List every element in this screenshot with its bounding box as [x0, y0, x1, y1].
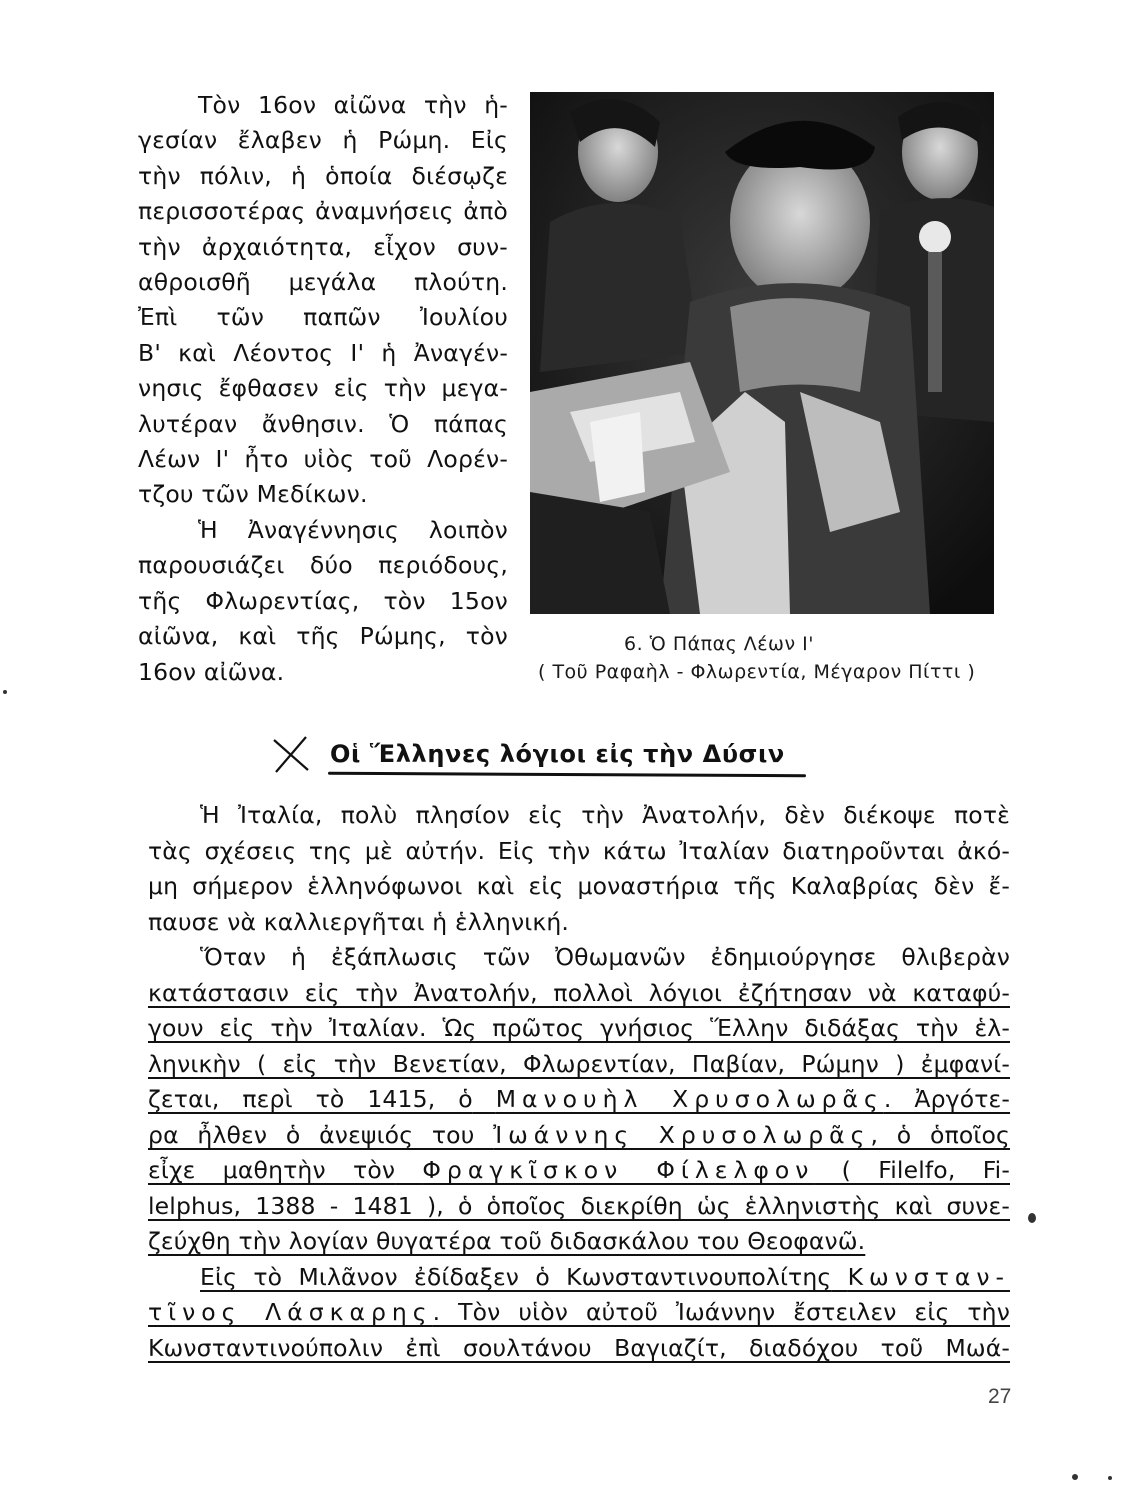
text-line: παρουσιάζει δύο περιόδους, — [138, 551, 508, 580]
text-line: μη σήμερον ἑλληνόφωνοι καὶ εἰς μοναστήρια τῆς Καλαβρίας δὲν ἔ- — [148, 872, 1010, 900]
text-line: Ἡ Ἀναγέννησις λοιπὸν — [198, 515, 508, 544]
text-fragment: . Ἀργότε- — [883, 1085, 1011, 1113]
name-ioannis-chrysoloras: Ἰωάννης Χρυσολωρᾶς — [493, 1120, 871, 1149]
text-fragment: ( Filelfo, Fi- — [814, 1156, 1010, 1184]
text-fragment: . Τὸν υἱὸν αὐτοῦ Ἰωάννην ἔστειλεν εἰς τὴν — [432, 1298, 1010, 1326]
text-line: κατάστασιν εἰς τὴν Ἀνατολήν, πολλοὶ λόγιοι ἐζήτησαν νὰ καταφύ- — [148, 978, 1010, 1007]
body-text — [148, 798, 1010, 1366]
text-fragment: Εἰς τὸ Μιλᾶνον ἐδίδαξεν ὁ Κωνσταντινουπολίτης — [200, 1262, 832, 1291]
text-line: νησις ἔφθασεν εἰς τὴν μεγα- — [138, 374, 508, 403]
text-line — [148, 1295, 1010, 1331]
text-fragment: εἶχε μαθητὴν τὸν — [148, 1156, 396, 1184]
text-line: γεσίαν ἔλαβεν ἡ Ρώμη. Εἰς — [138, 126, 508, 155]
text-line: Ἡ Ἰταλία, πολὺ πλησίον εἰς τὴν Ἀνατολήν, δὲν διέκοψε ποτὲ — [200, 801, 1010, 829]
scan-speck — [1072, 1474, 1078, 1480]
name-francesco-filelfo: Φραγκῖσκον Φίλελφον — [422, 1156, 815, 1184]
scan-speck — [1028, 1213, 1036, 1223]
text-line: λυτέραν ἄνθησιν. Ὁ πάπας — [138, 409, 508, 438]
text-line: lelphus, 1388 - 1481 ), ὁ ὁποῖος διεκρίθη ὡς ἑλληνιστὴς καὶ συνε- — [148, 1191, 1010, 1220]
text-line: αἰῶνα, καὶ τῆς Ρώμης, τὸν — [138, 622, 508, 651]
left-column-text — [138, 88, 508, 690]
text-line: περισσοτέρας ἀναμνήσεις ἀπὸ — [138, 197, 508, 226]
figure-caption-title: 6. Ὁ Πάπας Λέων Ι' — [624, 633, 814, 655]
scan-speck — [3, 690, 7, 694]
text-fragment: ζεται, περὶ τὸ 1415, ὁ — [148, 1085, 473, 1113]
text-line: Λέων Ι' ἦτο υἱὸς τοῦ Λορέν- — [138, 445, 508, 474]
text-line: ληνικὴν ( εἰς τὴν Βενετίαν, Φλωρεντίαν, Παβίαν, Ρώμην ) ἐμφανί- — [148, 1049, 1010, 1078]
page-number: 27 — [988, 1385, 1012, 1408]
text-line — [148, 1153, 1010, 1189]
text-line: Ἐπὶ τῶν παπῶν Ἰουλίου — [138, 303, 508, 332]
text-line: τὰς σχέσεις της μὲ αὐτήν. Εἰς τὴν κάτω Ἰταλίαν διατηροῦνται ἀκό- — [148, 836, 1010, 865]
text-line: Ὅταν ἡ ἐξάπλωσις τῶν Ὀθωμανῶν ἐδημιούργησε θλιβερὰν — [200, 943, 1010, 971]
name-manuel-chrysoloras: Μανουὴλ Χρυσολωρᾶς — [495, 1085, 884, 1113]
text-line: παυσε νὰ καλλιεργῆται ἡ ἑλληνική. — [148, 907, 569, 936]
text-line: τζου τῶν Μεδίκων. — [138, 480, 368, 509]
name-konstantinos-laskaris-2: τῖνος Λάσκαρης — [148, 1298, 433, 1326]
text-line: 16ον αἰῶνα. — [138, 657, 285, 686]
text-line: Β' καὶ Λέοντος Ι' ἡ Ἀναγέν- — [138, 338, 508, 367]
text-line — [148, 1082, 1010, 1118]
text-fragment: , ὁ ὁποῖος — [870, 1120, 1010, 1149]
text-line — [148, 1260, 1010, 1296]
section-heading: Οἱ Ἕλληνες λόγιοι εἰς τὴν Δύσιν — [330, 740, 785, 768]
text-line: τῆς Φλωρεντίας, τὸν 15ον — [138, 586, 508, 615]
text-fragment: ρα ἦλθεν ὁ ἀνεψιός του — [148, 1120, 475, 1149]
scan-speck — [1108, 1476, 1112, 1480]
text-line — [148, 1118, 1010, 1154]
text-line: τὴν ἀρχαιότητα, εἶχον συν- — [138, 232, 508, 261]
text-line: γουν εἰς τὴν Ἰταλίαν. Ὡς πρῶτος γνήσιος Ἕλλην διδάξας τὴν ἑλ- — [148, 1014, 1010, 1042]
text-line: ζεύχθη τὴν λογίαν θυγατέρα τοῦ διδασκάλου του Θεοφανῶ. — [148, 1227, 866, 1255]
portrait-pope-leo-x — [530, 92, 994, 614]
heading-underline — [328, 772, 806, 778]
text-line: Τὸν 16ον αἰῶνα τὴν ἡ- — [198, 91, 508, 119]
handwritten-x-mark — [270, 734, 312, 774]
text-line: αθροισθῆ μεγάλα πλούτη. — [138, 268, 508, 297]
text-line: τὴν πόλιν, ἡ ὁποία διέσῳζε — [138, 161, 508, 190]
portrait-painting — [530, 92, 994, 614]
figure-caption-source: ( Τοῦ Ραφαὴλ - Φλωρεντία, Μέγαρον Πίττι ) — [538, 661, 976, 683]
name-konstantinos-laskaris-1: Κωνσταν- — [847, 1262, 1010, 1291]
text-line: Κωνσταντινούπολιν ἐπὶ σουλτάνου Βαγιαζίτ, διαδόχου τοῦ Μωά- — [148, 1333, 1010, 1362]
